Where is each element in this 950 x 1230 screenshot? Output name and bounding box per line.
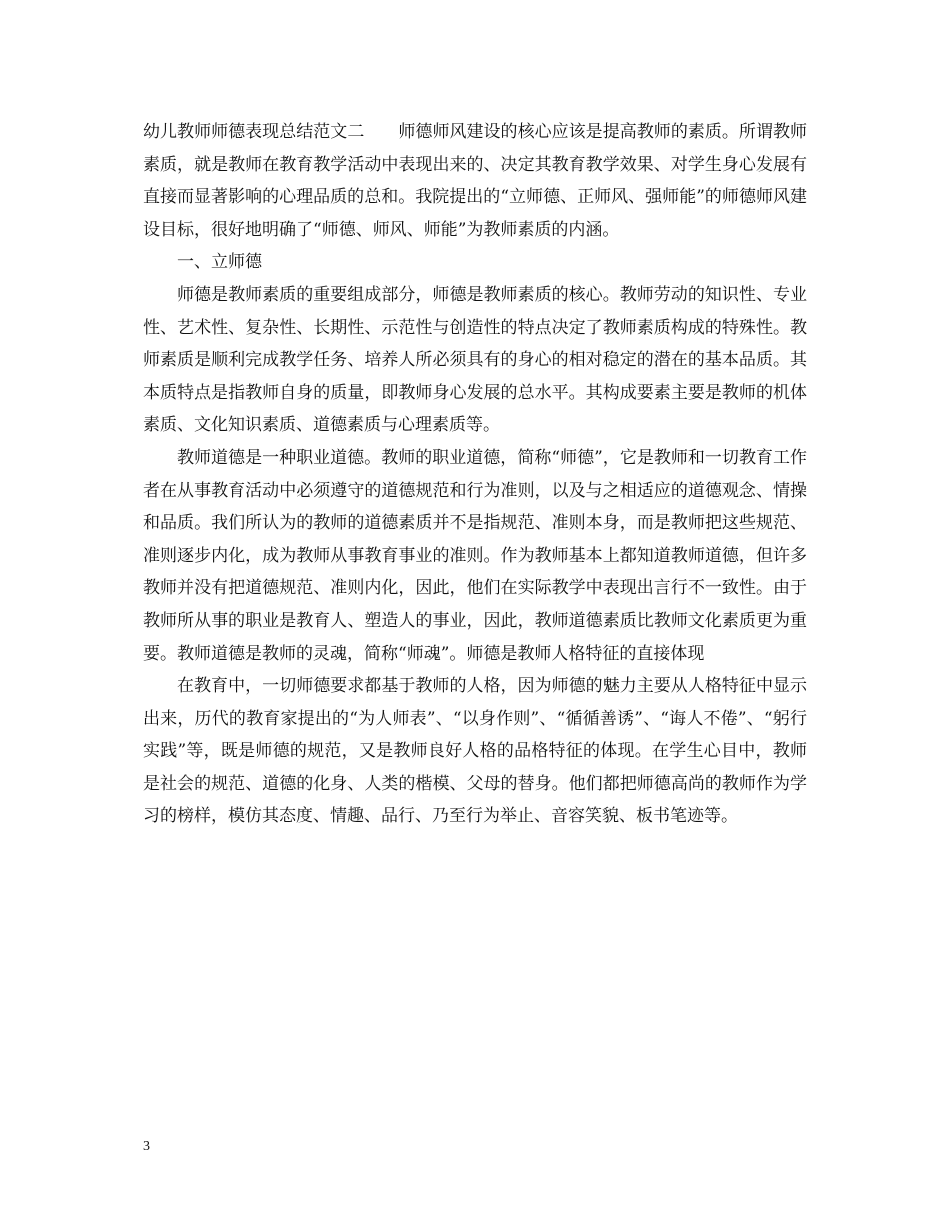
paragraph-teacher-quality: 师德是教师素质的重要组成部分，师德是教师素质的核心。教师劳动的知识性、专业性、艺术性、复杂性、长期性、示范性与创造性的特点决定了教师素质构成的特殊性。教师素质是顺利完成教学任务、培养人所必须具有的身心的相对稳定的潜在的基本品质。其本质特点是指教师自身的质量，即教师身心发展的总水平。其构成要素主要是教师的机体素质、文化知识素质、道德素质与心理素质等。 bbox=[143, 284, 807, 436]
page-number: 3 bbox=[143, 1139, 150, 1154]
document-body bbox=[143, 116, 807, 833]
paragraph-personality: 在教育中，一切师德要求都基于教师的人格，因为师德的魅力主要从人格特征中显示出来，历代的教育家提出的“为人师表”、“以身作则”、“循循善诱”、“诲人不倦”、“躬行实践”等，既是师德的规范，又是教师良好人格的品格特征的体现。在学生心目中，教师是社会的规范、道德的化身、人类的楷模、父母的替身。他们都把师德高尚的教师作为学习的榜样，模仿其态度、情趣、品行、乃至行为举止、音容笑貌、板书笔迹等。 bbox=[143, 676, 807, 827]
paragraph-professional-ethics: 教师道德是一种职业道德。教师的职业道德，简称“师德”，它是教师和一切教育工作者在从事教育活动中必须遵守的道德规范和行为准则，以及与之相适应的道德观念、情操和品质。我们所认为的教师的道德素质并不是指规范、准则本身，而是教师把这些规范、准则逐步内化，成为教师从事教育事业的准则。作为教师基本上都知道教师道德，但许多教师并没有把道德规范、准则内化，因此，他们在实际教学中表现出言行不一致性。由于教师所从事的职业是教育人、塑造人的事业，因此，教师道德素质比教师文化素质更为重要。教师道德是教师的灵魂，简称“师魂”。师德是教师人格特征的直接体现 bbox=[143, 447, 807, 664]
paragraph-intro: 幼儿教师师德表现总结范文二 师德师风建设的核心应该是提高教师的素质。所谓教师素质，就是教师在教育教学活动中表现出来的、决定其教育教学效果、对学生身心发展有直接而显著影响的心理品质的总和。我院提出的“立师德、正师风、强师能”的师德师风建设目标，很好地明确了“师德、师风、师能”为教师素质的内涵。 bbox=[143, 122, 807, 240]
section-heading: 一、立师德 bbox=[177, 252, 262, 273]
